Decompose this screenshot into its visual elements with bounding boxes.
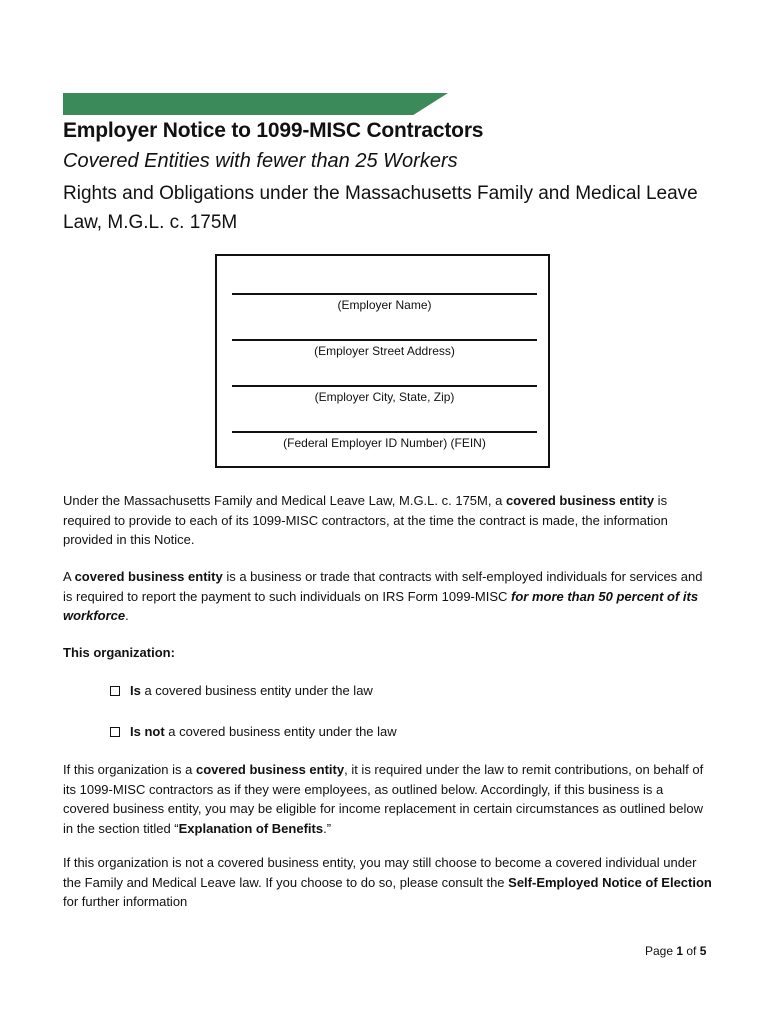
page-title: Employer Notice to 1099-MISC Contractors — [63, 119, 484, 142]
employer-name-field[interactable]: (Employer Name) — [232, 293, 537, 312]
rights-heading: Rights and Obligations under the Massachusetts Family and Medical Leave Law, M.G.L. c. 175M — [63, 183, 698, 233]
intro-paragraph: Under the Massachusetts Family and Medical Leave Law, M.G.L. c. 175M, a covered business entity is required to provide to each of its 1099-MISC contractors, at the time the contract is made, the information provided in this Notice. — [63, 493, 668, 547]
checkbox-is-not-covered[interactable] — [110, 727, 120, 737]
not-covered-paragraph: If this organization is not a covered business entity, you may still choose to become a covered individual under the Family and Medical Leave law. If you choose to do so, please consult the Self-Employed Notice of Election for further information — [63, 855, 712, 909]
page-number: Page 1 of 5 — [645, 944, 707, 958]
employer-fein-field[interactable]: (Federal Employer ID Number) (FEIN) — [232, 431, 537, 450]
option-is-not-covered: Is not a covered business entity under the law — [110, 724, 397, 739]
covered-entity-paragraph: If this organization is a covered business entity, it is required under the law to remit contributions, on behalf of its 1099-MISC contractors as if they were employees, as outlined below. Accordingly, if this business is a covered business entity, you may be eligible for income replacement in certain circumstances as outlined below in the section titled “Explanation of Benefits.” — [63, 762, 704, 836]
option-is-covered: Is a covered business entity under the law — [110, 683, 373, 698]
employer-street-field[interactable]: (Employer Street Address) — [232, 339, 537, 358]
definition-paragraph: A covered business entity is a business or trade that contracts with self-employed individuals for services and is required to report the payment to such individuals on IRS Form 1099-MISC for more than 50 percent of its workforce. — [63, 569, 703, 623]
organization-label: This organization: — [63, 645, 175, 660]
page-subtitle: Covered Entities with fewer than 25 Workers — [63, 150, 458, 172]
employer-info-box — [215, 254, 550, 468]
header-accent-bar — [63, 93, 448, 115]
employer-city-field[interactable]: (Employer City, State, Zip) — [232, 385, 537, 404]
checkbox-is-covered[interactable] — [110, 686, 120, 696]
